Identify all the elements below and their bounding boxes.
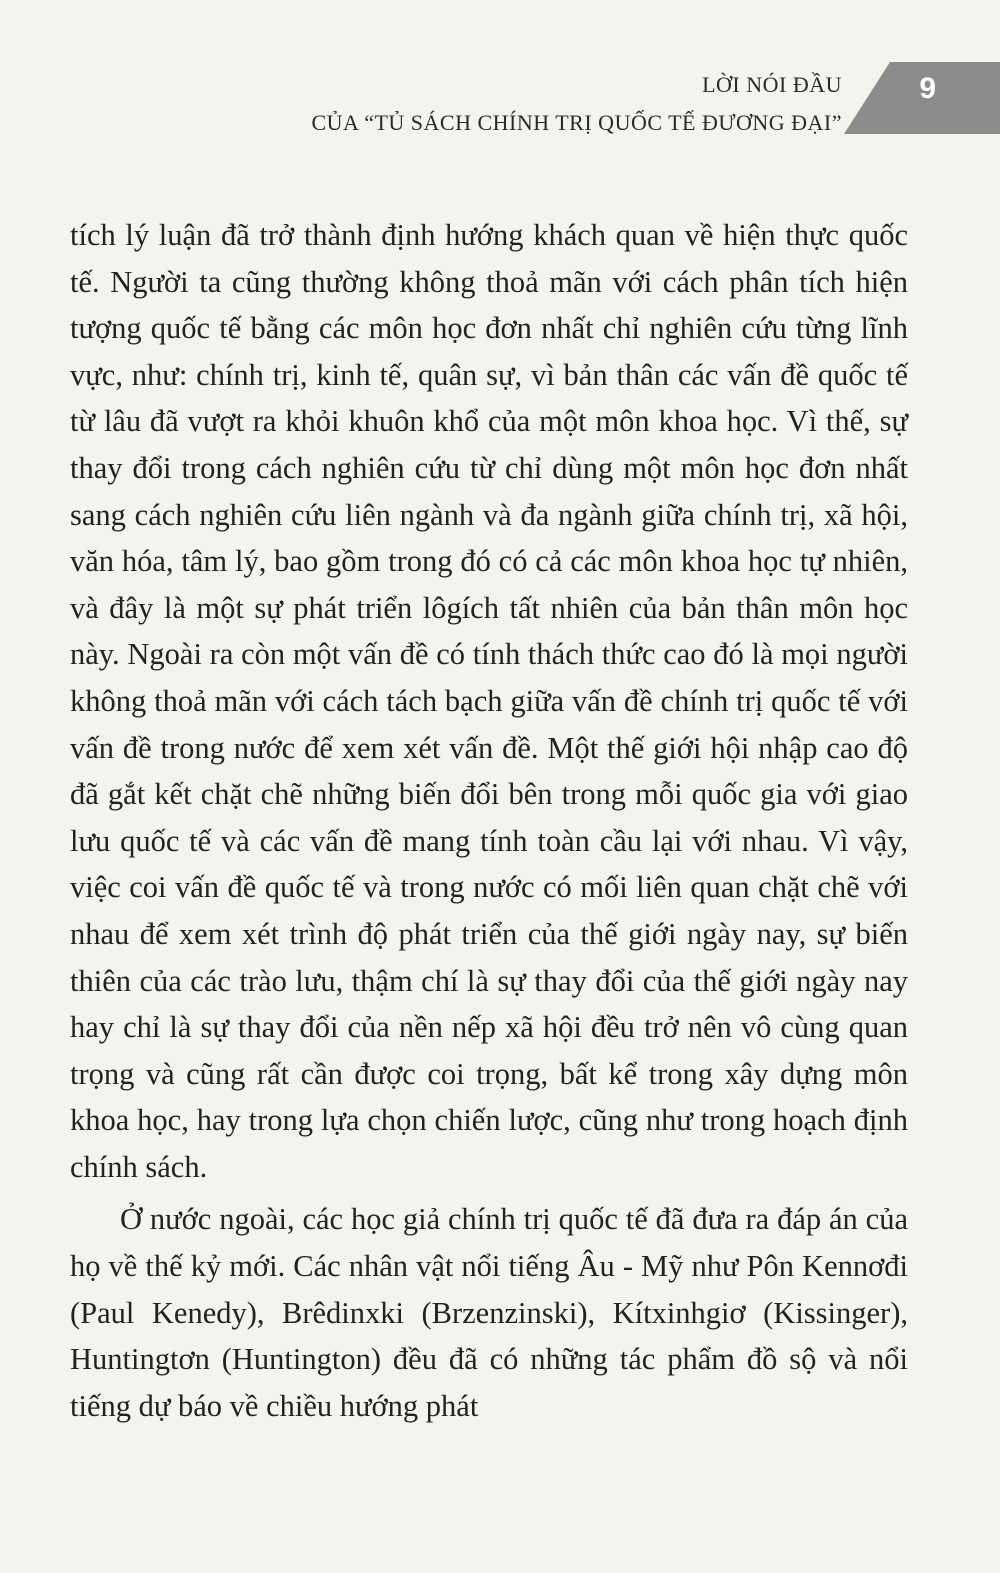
paragraph: Ở nước ngoài, các học giả chính trị quốc tế đã đưa ra đáp án của họ về thế kỷ mới. Các nhân vật nổi tiếng Âu - Mỹ như Pôn Kennơđi (Paul Kenedy), Brêdinxki (Brzenzinski), Kítxinhgiơ (Kissinger), Huntingtơn (Huntington) đều đã có những tác phẩm đồ sộ và nổi tiếng dự báo về chiều hướng phát xyxy=(70,1202,908,1423)
paragraph: tích lý luận đã trở thành định hướng khách quan về hiện thực quốc tế. Người ta cũng thường không thoả mãn với cách phân tích hiện tượng quốc tế bằng các môn học đơn nhất chỉ nghiên cứu từng lĩnh vực, như: chính trị, kinh tế, quân sự, vì bản thân các vấn đề quốc tế từ lâu đã vượt ra khỏi khuôn khổ của một môn khoa học. Vì thế, sự thay đổi trong cách nghiên cứu từ chỉ dùng một môn học đơn nhất sang cách nghiên cứu liên ngành và đa ngành giữa chính trị, xã hội, văn hóa, tâm lý, bao gồm trong đó có cả các môn khoa học tự nhiên, và đây là một sự phát triển lôgích tất nhiên của bản thân môn học này. Ngoài ra còn một vấn đề có tính thách thức cao đó là mọi người không thoả mãn với cách tách bạch giữa vấn đề chính trị quốc tế với vấn đề trong nước để xem xét vấn đề. Một thế giới hội nhập cao độ đã gắt kết chặt chẽ những biến đổi bên trong mỗi quốc gia với giao lưu quốc tế và các vấn đề mang tính toàn cầu lại với nhau. Vì vậy, việc coi vấn đề quốc tế và trong nước có mối liên quan chặt chẽ với nhau để xem xét trình độ phát triển của thế giới ngày nay, sự biến thiên của các trào lưu, thậm chí là sự thay đổi của thế giới ngày nay hay chỉ là sự thay đổi của nền nếp xã hội đều trở nên vô cùng quan trọng và cũng rất cần được coi trọng, bất kể trong xây dựng môn khoa học, hay trong lựa chọn chiến lược, cũng như trong hoạch định chính sách. xyxy=(70,218,908,1184)
body-text xyxy=(70,212,908,1435)
running-header xyxy=(311,66,842,142)
running-header-series-title: CỦA “TỦ SÁCH CHÍNH TRỊ QUỐC TẾ ĐƯƠNG ĐẠI” xyxy=(311,110,842,135)
page-number: 9 xyxy=(919,72,936,105)
running-header-chapter-title: LỜI NÓI ĐẦU xyxy=(702,72,842,97)
